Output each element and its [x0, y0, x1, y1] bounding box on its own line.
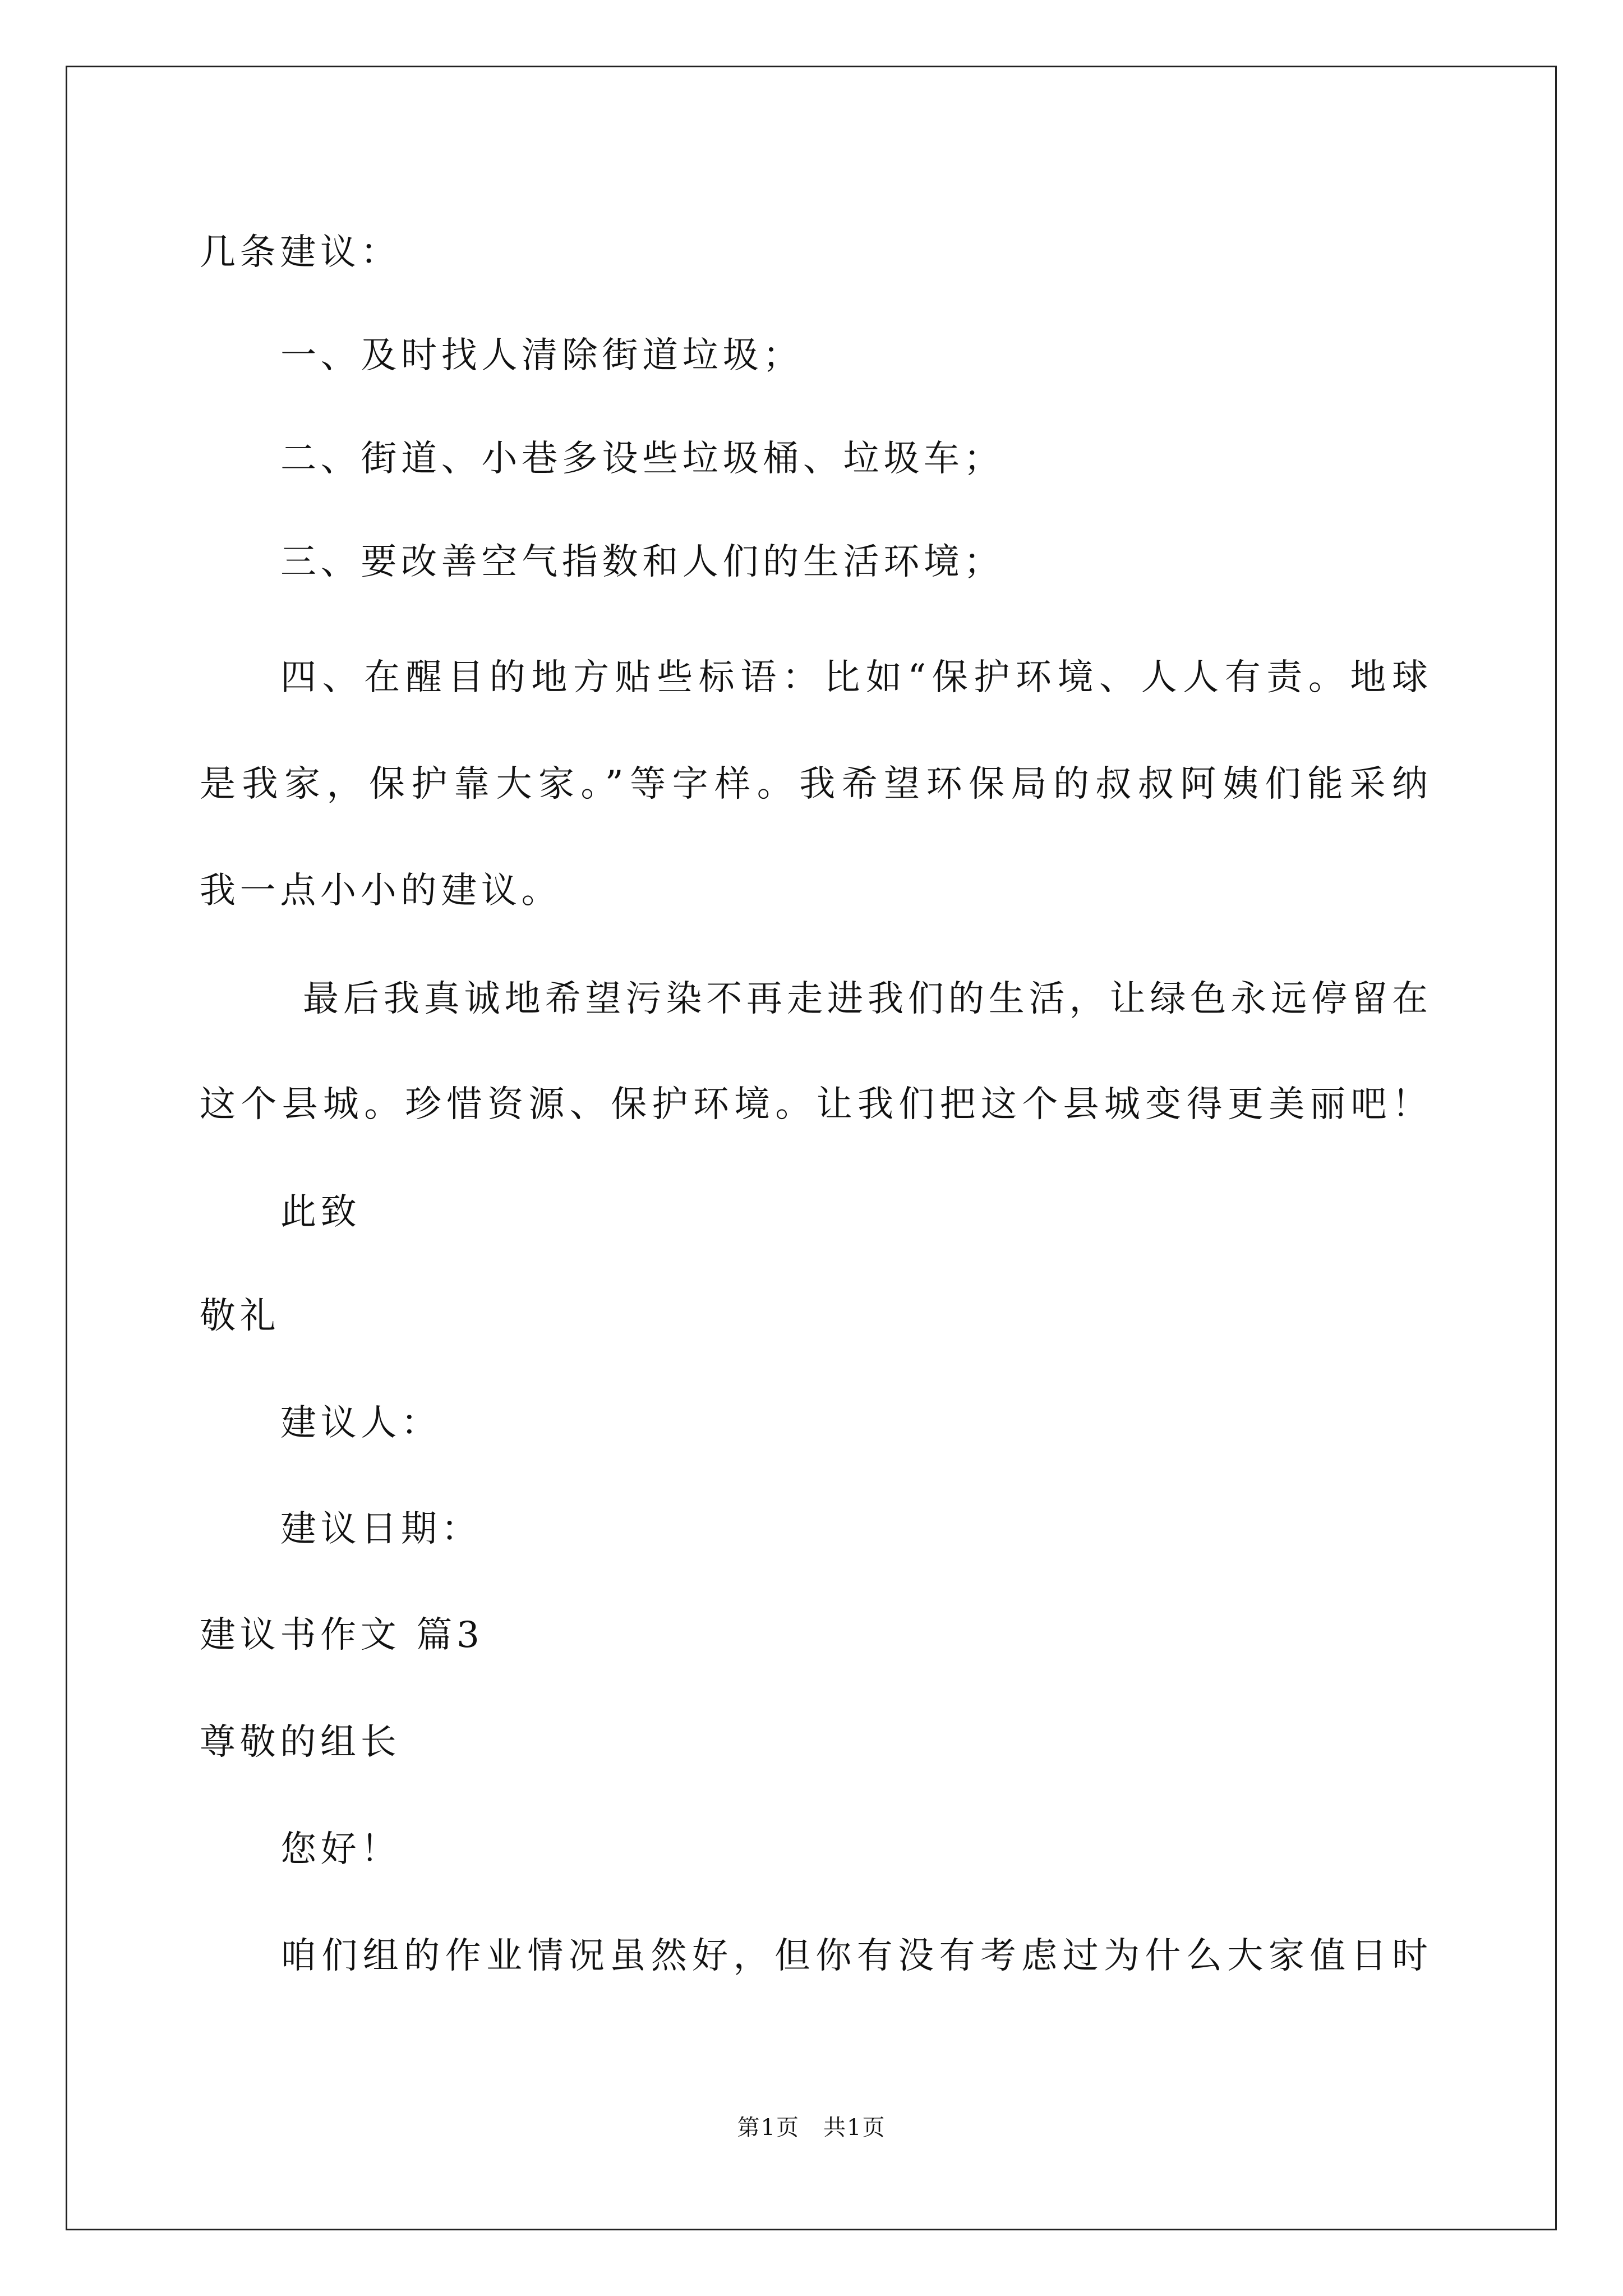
- letter-body-line-1: 咱们组的作业情况虽然好，但你有没有考虑过为什么大家值日时: [280, 1935, 1428, 1977]
- suggestion-item-3: 三、要改善空气指数和人们的生活环境；: [280, 541, 1004, 583]
- suggestion-item-4-line-3: 我一点小小的建议。: [200, 870, 562, 912]
- page-border: [66, 66, 1557, 2230]
- page-footer: 第1页 共1页: [737, 2115, 886, 2141]
- suggestions-heading: 几条建议：: [200, 232, 401, 273]
- closing-paragraph-line-1: 最后我真诚地希望污染不再走进我们的生活，让绿色永远停留在: [303, 978, 1428, 1020]
- closing-paragraph-line-2: 这个县城。珍惜资源、保护环境。让我们把这个县城变得更美丽吧！: [200, 1084, 1428, 1125]
- section-title: 建议书作文 篇3: [200, 1614, 484, 1656]
- letter-greeting: 您好！: [280, 1829, 402, 1870]
- suggestion-item-1: 一、及时找人清除街道垃圾；: [280, 335, 803, 376]
- suggestion-item-2: 二、街道、小巷多设些垃圾桶、垃圾车；: [280, 438, 1004, 480]
- salutation-jingli: 敬礼: [200, 1295, 280, 1337]
- suggestion-item-4-line-1: 四、在醒目的地方贴些标语：比如“保护环境、人人有责。地球: [280, 657, 1428, 698]
- proposal-date-label: 建议日期：: [280, 1508, 482, 1550]
- suggestion-item-4-line-2: 是我家，保护靠大家。”等字样。我希望环保局的叔叔阿姨们能采纳: [200, 763, 1428, 805]
- proposer-label: 建议人：: [280, 1402, 441, 1444]
- salutation-cizhi: 此致: [280, 1191, 361, 1233]
- letter-recipient: 尊敬的组长: [200, 1722, 401, 1763]
